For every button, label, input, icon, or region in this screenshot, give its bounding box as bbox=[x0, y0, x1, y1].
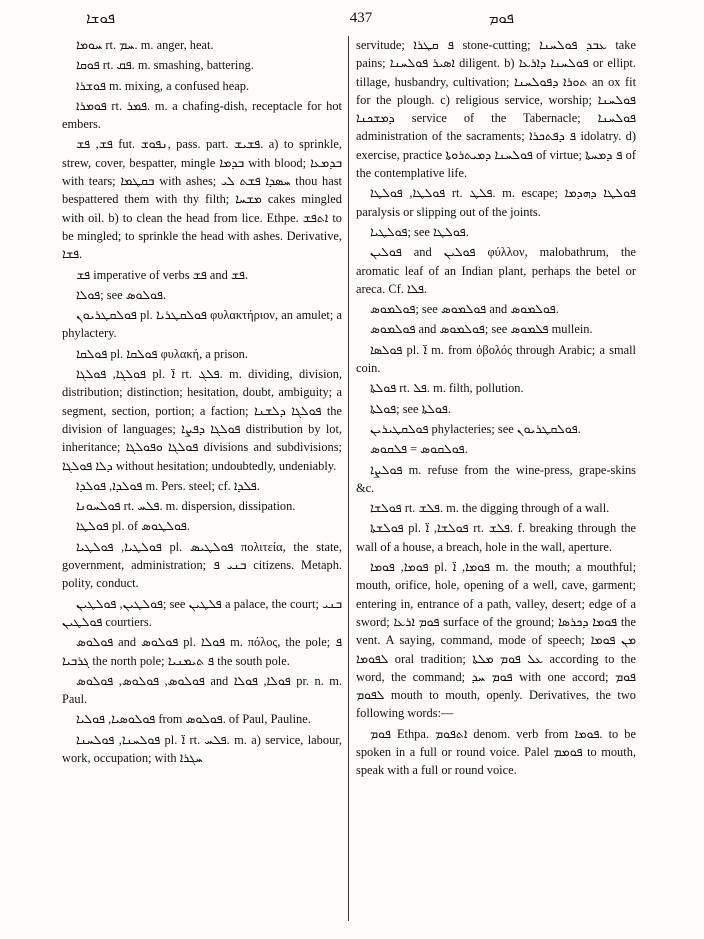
dictionary-entry: ܦܘܡܪܐ rt. ܦܡܪ. m. a chafing-dish, receptacle for hot embers. bbox=[62, 98, 342, 132]
dictionary-entry: ܦܘܠܛܝܢ, ܦܘܠܛܝܢ; see ܦܠܛܝܢ a palace, the court; ܒܢܝ ܦܘܠܛܝܢ courtiers. bbox=[62, 596, 342, 629]
dictionary-entry: ܦܘܡ Ethpa. ܐܬܦܘܡ denom. verb from ܦܘܡܐ. to be spoken in a full or round voice. Palel ܦܘܡܡ to mouth, speak with a full or round voice. bbox=[356, 726, 636, 778]
dictionary-entry: ܦܫ, ܦܫ fut. ܢܦܘܫ, pass. part. ܦܫܝܫ. a) to sprinkle, strew, cover, bespatter, mingle ܒܕܡܐ with blood; ܒܕܡܥܐ with tears; ܒܩܛܡܐ with ashes; ܚܣܕܐ ܦܫܬ ܠܝ thou hast bespattered them with thy filth; ܡܫܚܐ cakes mingled with oil. b) to clean the head from lice. Ethpe. ܐܬܦܫ to be mingled; to sprinkle the head with ashes. Derivative, ܦܫܐ. bbox=[62, 137, 343, 262]
page-number: 437 bbox=[349, 10, 373, 26]
dictionary-entry: ܦܘܠܫܐ rt. ܦܠܫ. m. the digging through of a wall. bbox=[370, 501, 610, 516]
dictionary-entry-continued: servitude; ܦ ܩܛܪܐ stone-cutting; ܥܒܕ ܦܘܠܚܢܐ take pains; ܐܣܝܪ ܦܘܠܚܢܐ diligent. b) ܦܘܠܚܢܐ ܕܐܪܥܐ or ellipt. tillage, husbandry, cultivation; ܬܘܪܐ ܕܦܘܠܚܢܐ an ox fit for the plough. c) religious service, worship; ܦܘܠܚܢܐ ܕܡܫܟܢܐ service of the Tabernacle; ܦܘܠܚܢܐ administration of the sacraments; ܦ ܕܦܬܟܪܐ idolatry. d) exercise, practice ܦܘܠܚܢܐ ܕܡܝܬܪܘܬܐ of virtue; ܦ ܕܡܚܬܐ of the contemplative life. bbox=[356, 38, 637, 181]
dictionary-entry: ܦܘܠܛܐ, ܦܘܠܛܐ rt. ܦܠܛ. m. escape; ܦܘܠܛܐ ܕܗܕܡܐ paralysis or slipping out of the joints. bbox=[356, 186, 636, 219]
page-header bbox=[58, 10, 664, 32]
header-right-guideword: ܦܘܡ bbox=[488, 11, 514, 27]
column-divider bbox=[348, 36, 349, 921]
dictionary-entry: ܦܘܠܘܣ, ܦܘܠܘܣ, ܦܘܠܘܣ and ܦܘܠܐ, ܦܘܠܐ pr. n. m. Paul. bbox=[62, 673, 342, 707]
dictionary-entry: ܦܘܠܚܘܢܐ rt. ܦܠܚ. m. dispersion, dissipation. bbox=[76, 499, 296, 514]
dictionary-entry: ܦܘܠܐ; see ܦܘܠܘܣ. bbox=[76, 287, 167, 302]
dictionary-entry: ܦܘܩܐ rt. ܦܩ. m. smashing, battering. bbox=[76, 58, 254, 73]
header-left-guideword: ܦܘܫܐ bbox=[86, 11, 116, 27]
dictionary-entry: ܦܘܠܬܐ rt. ܦܠ. m. filth, pollution. bbox=[370, 381, 524, 396]
dictionary-entry: ܦܘܠܩܛܝܪܝܢ phylacteries; see ܦܘܠܩܛܪܝܘܢ. bbox=[370, 421, 581, 436]
dictionary-entry: ܦܫ imperative of verbs ܦܫ and ܦܫ. bbox=[76, 267, 249, 282]
dictionary-entry: ܦܘܠܛܝܐ, ܦܘܠܛܝܐ pl. ܦܘܠܛܝܣ πολιτεία, the state, government, administration; ܒܢܝ ܦ citizens. Metaph. polity, conduct. bbox=[62, 539, 342, 591]
dictionary-entry: ܦܘܠܘܣ and ܦܘܠܘܣ pl. ܦܘܠܐ m. πόλος, the pole; ܦ ܓܪܒܝܐ the north pole; ܦ ܬܝܡܢܝܐ the south pole. bbox=[62, 635, 343, 668]
dictionary-entry: ܦܘܠܕܐ, ܦܘܠܕܐ m. Pers. steel; cf. ܦܠܕܐ. bbox=[76, 478, 260, 493]
dictionary-entry: ܦܘܠܛܝܐ; see ܦܘܠܛܐ. bbox=[370, 224, 469, 239]
dictionary-entry: ܦܘܠܛܐ pl. of ܦܘܠܛܘܣ. bbox=[76, 519, 190, 534]
dictionary-entry: ܦܘܠܡܘܣ and ܦܘܠܡܘܣ; see ܦܠܡܘܣ mullein. bbox=[370, 322, 593, 337]
dictionary-entry: ܦܘܠܨܐ m. refuse from the wine-press, grape-skins &c. bbox=[356, 462, 636, 495]
dictionary-entry: ܦܘܠܩܐ pl. ܦܘܠܩܐ φυλακή, a prison. bbox=[76, 346, 248, 361]
dictionary-entry: ܦܘܠܚܢܐ, ܦܘܠܚܢܐ pl. ܐ̈ rt. ܦܠܚ. m. a) service, labour, work, occupation; with ܚܓܪܐ bbox=[62, 732, 342, 765]
dictionary-entry: ܚܘܡܐ rt. ܚܡ. m. anger, heat. bbox=[76, 38, 214, 52]
dictionary-entry: ܦܘܠܩܛܪܝܘܢ pl. ܦܘܠܩܛܪܝܐ φυλακτήριον, an amulet; a phylactery. bbox=[62, 308, 342, 341]
dictionary-entry: ܦܘܠܫܬܐ pl. ܦܘܠܫܐ, ܐ̈ rt. ܦܠܫ. f. breaking through the wall of a house, a breach, hole in the wall, aperture. bbox=[356, 521, 637, 554]
dictionary-entry: ܦܘܡܐ, ܦܘܡܐ pl. ܦܘܡܐ, ܐ̈ m. the mouth; a mouthful; mouth, orifice, hole, opening of a well, cave, garment; entering in, entrance of a path, valley, desert; edge of a sword; ܦܘܡ ܐܪܥܐ surface of the ground; ܦܘܡܐ ܕܟܪܣܐ the vent. A saying, command, mode of speech; ܡܢ ܦܘܡܐ ܠܦܘܡܐ oral tradition; ܥܠ ܦܘܡ ܡܠܬܐ according to the word, the command; ܦܘܡ ܚܕ with one accord; ܦܘܡ ܠܦܘܡ mouth to mouth, openly. Derivatives, the two following words:— bbox=[356, 560, 637, 721]
dictionary-entry: ܦܘܠܣܐ pl. ܐ̈ m. from ὀβολός through Arabic; a small coin. bbox=[356, 342, 637, 376]
dictionary-entry: ܦܘܠܬܐ; see ܦܘܠܬܐ. bbox=[370, 401, 451, 416]
right-column bbox=[356, 36, 636, 782]
dictionary-entry: ܦܘܠܡܘܣ; see ܦܘܠܡܘܣ and ܦܘܠܡܘܣ. bbox=[370, 302, 559, 317]
dictionary-entry: ܦܘܠܝܢ and ܦܘܠܝܢ φύλλον, malobathrum, the aromatic leaf of an Indian plant, perhaps the betel or areca. Cf. ܦܠܐ. bbox=[356, 245, 636, 296]
dictionary-entry: ܦܘܠܩܘܣ = ܦܠܩܘܣ. bbox=[370, 442, 468, 457]
dictionary-entry: ܦܘܠܘܣܝܐ, ܦܘܠܝܐ from ܦܘܠܘܣ. of Paul, Pauline. bbox=[76, 712, 311, 727]
dictionary-entry: ܦܘܫܪܐ m. mixing, a confused heap. bbox=[76, 78, 250, 93]
left-column bbox=[62, 36, 342, 769]
dictionary-entry: ܦܘܠܓܐ, ܦܘܠܓܐ pl. ܐ̈ rt. ܦܠܓ. m. dividing, division, distribution; distinction; hesitation, doubt, ambiguity; a segment, section, portion; a faction; ܦܘܠܓܐ ܕܠܫܢܐ the division of languages; ܦܘܠܓܐ ܕܦܨܐ distribution by lot, inheritance; ܦܘܠܓܐ ܘܦܘܠܓܐ divisions and subdivisions; ܕܠܐ ܦܘܠܓܐ without hesitation; undoubtedly, undeniably. bbox=[62, 367, 342, 473]
